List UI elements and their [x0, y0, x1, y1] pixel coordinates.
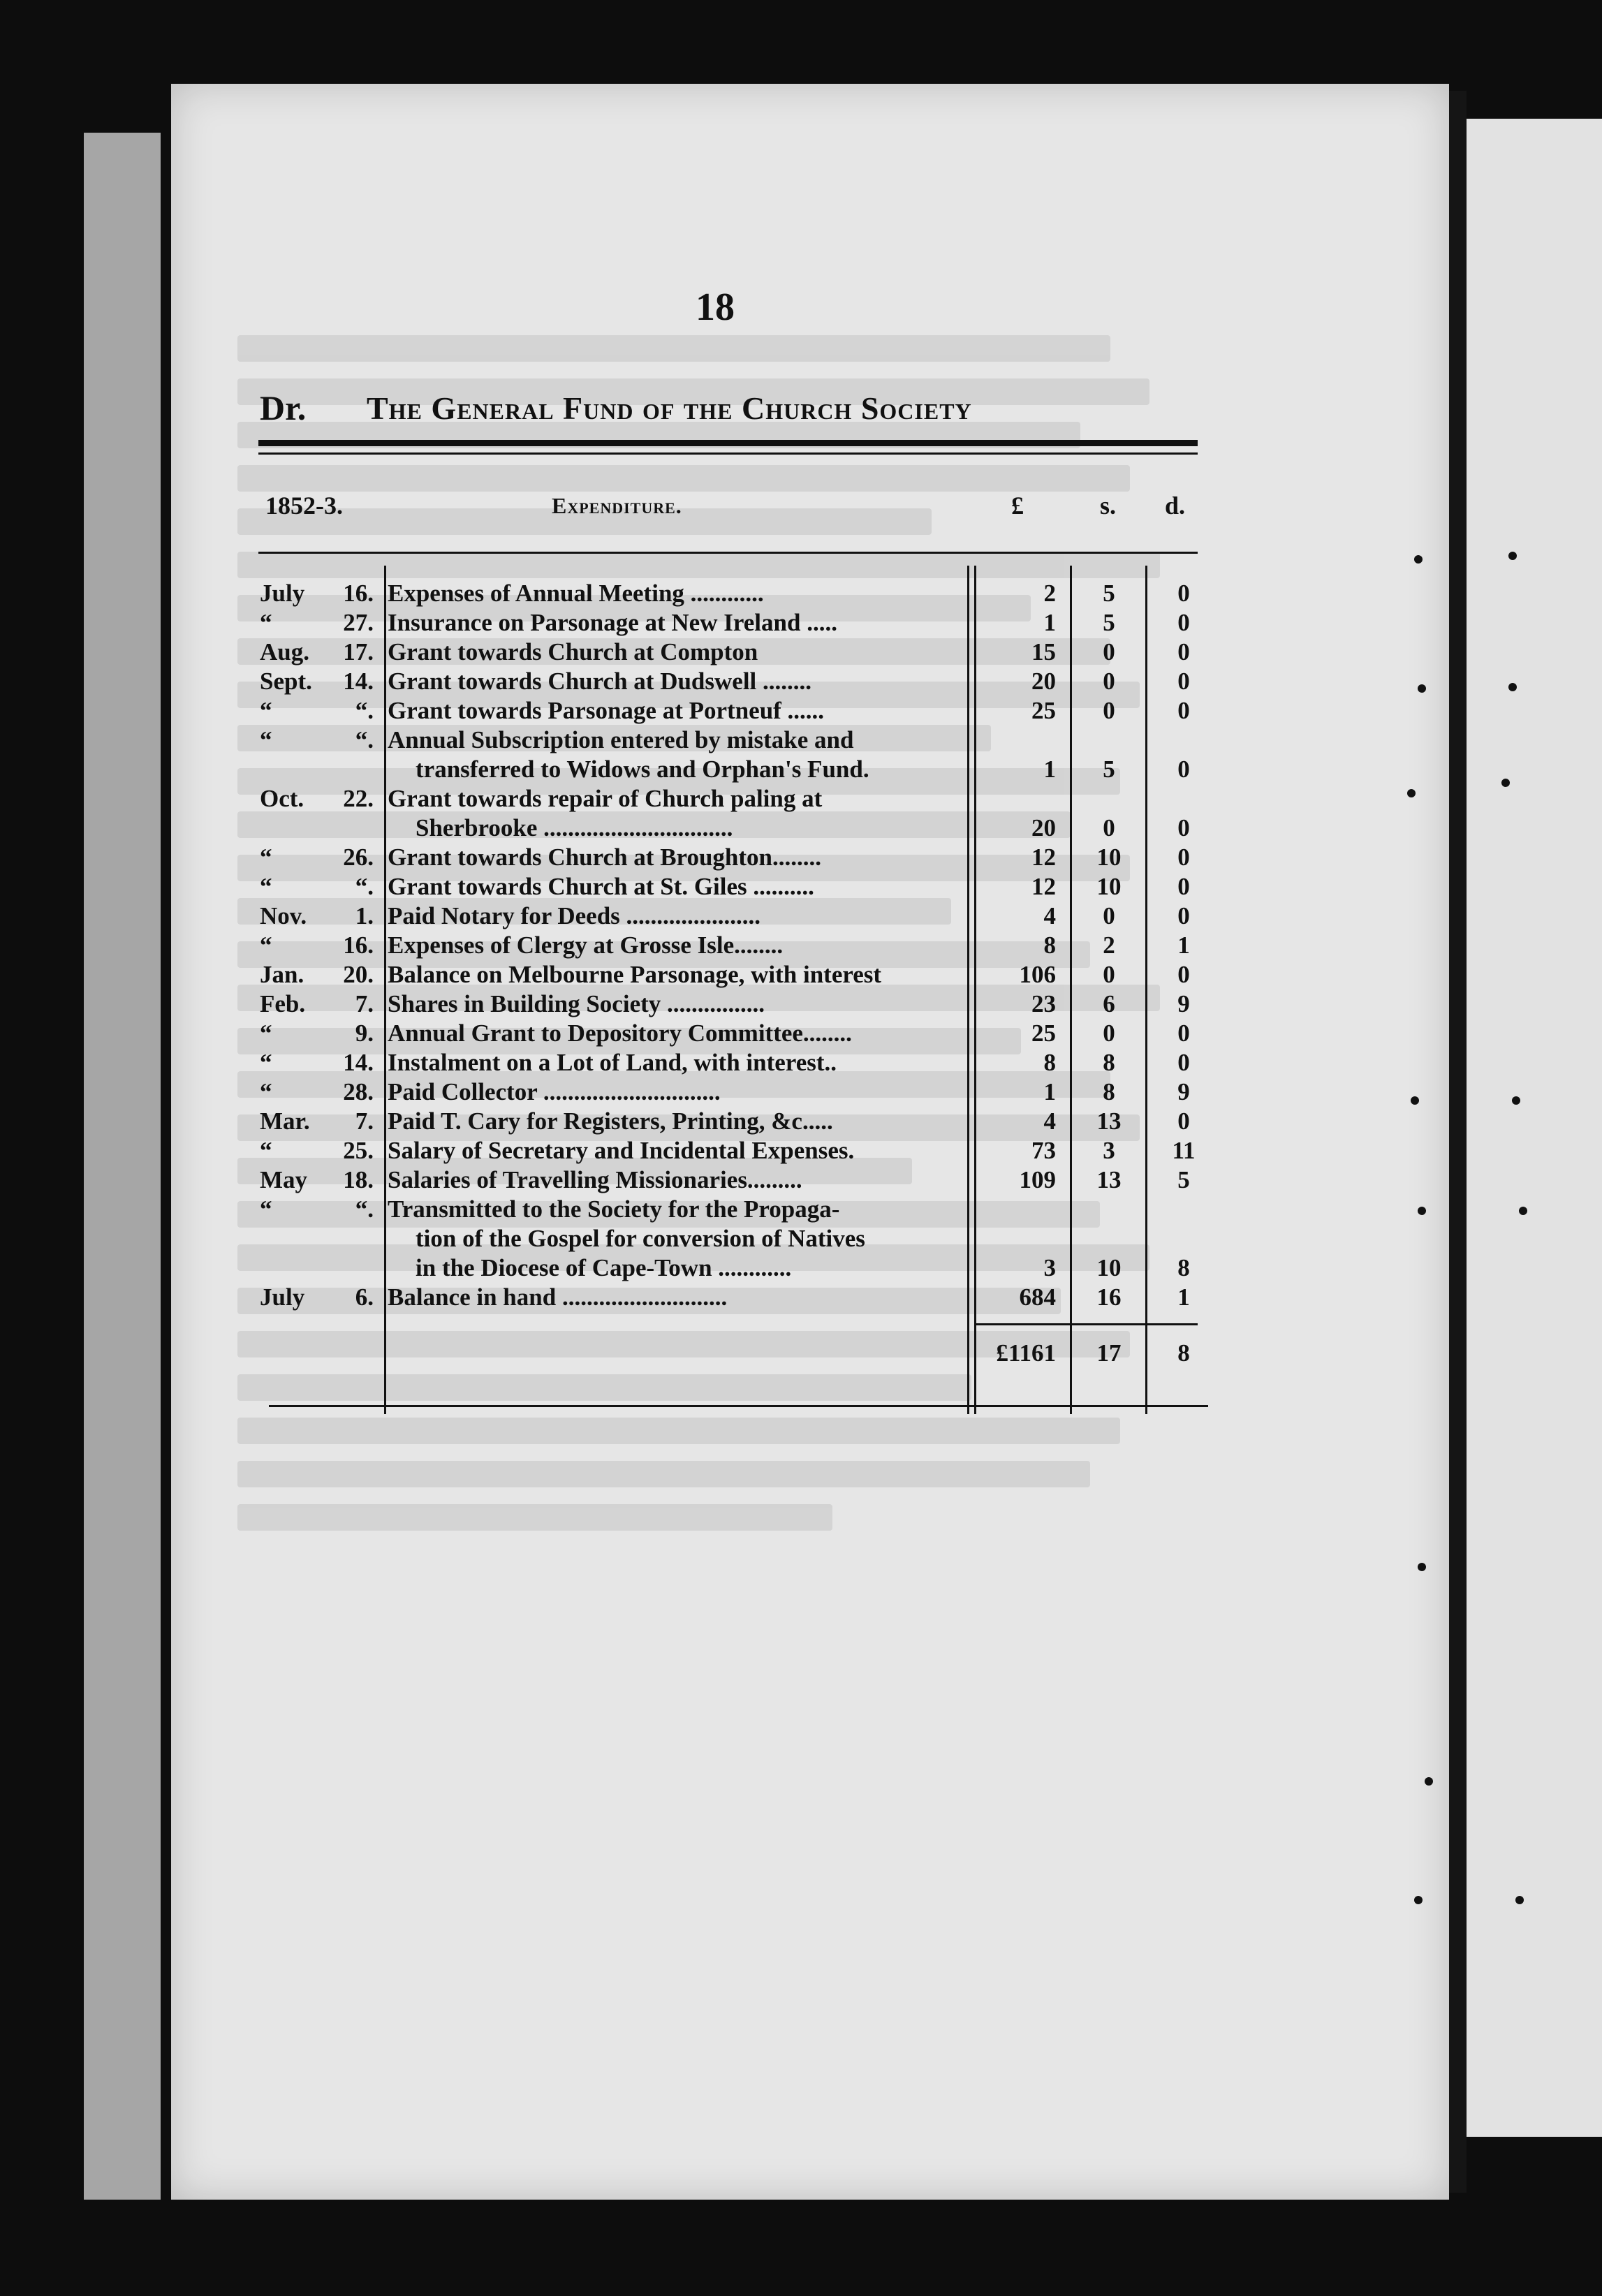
row-day: 7.: [355, 990, 374, 1017]
row-month: Oct.: [260, 785, 304, 812]
column-header-rule: [258, 552, 1198, 554]
header-rule: [258, 440, 1198, 446]
row-description: Paid T. Cary for Registers, Printing, &c.....: [388, 1107, 833, 1135]
row-description: Instalment on a Lot of Land, with interest..: [388, 1049, 837, 1076]
row-description: Balance on Melbourne Parsonage, with interest: [388, 961, 882, 988]
footer-rule: [269, 1405, 1208, 1407]
ink-speck: [1414, 555, 1423, 564]
row-day: 17.: [343, 638, 374, 665]
row-pounds: 1: [1043, 756, 1056, 783]
row-description: Grant towards Parsonage at Portneuf ......: [388, 697, 825, 724]
row-day: “.: [355, 697, 374, 724]
row-day: 25.: [343, 1137, 374, 1164]
row-month: “: [260, 1049, 272, 1076]
row-shillings: 10: [1096, 844, 1122, 871]
left-page-edge: [84, 133, 161, 2200]
column-divider: [974, 566, 976, 1414]
row-shillings: 0: [1103, 668, 1115, 695]
ink-speck: [1512, 1096, 1520, 1105]
ink-speck: [1425, 1777, 1433, 1786]
row-pounds: 20: [1031, 668, 1056, 695]
pounds-header: £: [1011, 492, 1024, 520]
column-divider: [384, 566, 386, 1414]
row-day: 9.: [355, 1020, 374, 1047]
row-day: 6.: [355, 1283, 374, 1311]
row-month: “: [260, 697, 272, 724]
row-month: Mar.: [260, 1107, 310, 1135]
row-description: in the Diocese of Cape-Town ............: [416, 1254, 792, 1281]
row-description: Sherbrooke ...............................: [416, 814, 733, 841]
row-description: Grant towards repair of Church paling at: [388, 785, 823, 812]
row-month: “: [260, 1020, 272, 1047]
row-description: Paid Collector .............................: [388, 1078, 721, 1105]
row-pounds: 8: [1043, 1049, 1056, 1076]
row-shillings: 2: [1103, 932, 1115, 959]
row-month: “: [260, 1078, 272, 1105]
row-description: Annual Subscription entered by mistake and: [388, 726, 854, 753]
row-month: “: [260, 844, 272, 871]
row-shillings: 13: [1096, 1107, 1122, 1135]
row-month: Sept.: [260, 668, 312, 695]
row-pence: 5: [1177, 1166, 1190, 1193]
row-month: July: [260, 1283, 305, 1311]
header-rule-thin: [258, 452, 1198, 455]
row-pounds: 2: [1043, 580, 1056, 607]
row-shillings: 5: [1103, 609, 1115, 636]
debit-label: Dr.: [260, 388, 307, 427]
ink-speck: [1418, 1563, 1426, 1571]
row-description: transferred to Widows and Orphan's Fund.: [416, 756, 869, 783]
row-description: Grant towards Church at St. Giles ..........: [388, 873, 814, 900]
row-pence: 0: [1177, 873, 1190, 900]
row-pounds: 3: [1043, 1254, 1056, 1281]
row-month: Jan.: [260, 961, 304, 988]
row-shillings: 13: [1096, 1166, 1122, 1193]
row-month: July: [260, 580, 305, 607]
row-month: “: [260, 726, 272, 753]
row-day: 26.: [343, 844, 374, 871]
row-description: Grant towards Church at Compton: [388, 638, 758, 665]
row-pence: 0: [1177, 1049, 1190, 1076]
row-pounds: 25: [1031, 697, 1056, 724]
page-title: The General Fund of the Church Society: [367, 390, 972, 426]
row-description: Grant towards Church at Dudswell ........: [388, 668, 812, 695]
ink-speck: [1508, 683, 1517, 691]
ink-speck: [1407, 789, 1416, 797]
row-description: tion of the Gospel for conversion of Natives: [416, 1225, 865, 1252]
row-pounds: 106: [1019, 961, 1056, 988]
pence-header: d.: [1165, 492, 1186, 520]
row-shillings: 0: [1103, 1020, 1115, 1047]
row-day: “.: [355, 726, 374, 753]
row-day: “.: [355, 873, 374, 900]
row-pounds: 684: [1019, 1283, 1056, 1311]
book-spine: [1449, 91, 1467, 2193]
row-pence: 0: [1177, 1020, 1190, 1047]
row-pence: 1: [1177, 932, 1190, 959]
row-pence: 0: [1177, 961, 1190, 988]
row-shillings: 0: [1103, 638, 1115, 665]
total-rule: [974, 1323, 1198, 1325]
row-pence: 0: [1177, 668, 1190, 695]
row-pence: 11: [1172, 1137, 1196, 1164]
row-pounds: 12: [1031, 844, 1056, 871]
row-month: “: [260, 932, 272, 959]
row-description: Insurance on Parsonage at New Ireland .....: [388, 609, 837, 636]
row-pence: 0: [1177, 756, 1190, 783]
row-day: 27.: [343, 609, 374, 636]
row-day: “.: [355, 1195, 374, 1223]
row-pence: 0: [1177, 580, 1190, 607]
row-shillings: 16: [1096, 1283, 1122, 1311]
row-day: 14.: [343, 1049, 374, 1076]
right-page-edge: [1467, 119, 1602, 2137]
row-pounds: 4: [1043, 1107, 1056, 1135]
row-pounds: 1: [1043, 1078, 1056, 1105]
row-day: 16.: [343, 932, 374, 959]
row-day: 1.: [355, 902, 374, 929]
row-month: “: [260, 1137, 272, 1164]
ink-speck: [1515, 1896, 1524, 1904]
row-shillings: 6: [1103, 990, 1115, 1017]
row-month: Feb.: [260, 990, 306, 1017]
row-pounds: 15: [1031, 638, 1056, 665]
row-day: 22.: [343, 785, 374, 812]
row-description: Grant towards Church at Broughton........: [388, 844, 821, 871]
row-month: May: [260, 1166, 308, 1193]
row-description: Balance in hand ...........................: [388, 1283, 728, 1311]
row-month: “: [260, 873, 272, 900]
row-pence: 0: [1177, 609, 1190, 636]
row-shillings: 0: [1103, 902, 1115, 929]
row-pounds: 20: [1031, 814, 1056, 841]
column-divider: [1070, 566, 1072, 1414]
year-header: 1852-3.: [265, 492, 343, 520]
total-pounds: £1161: [996, 1339, 1056, 1367]
row-day: 18.: [343, 1166, 374, 1193]
row-pounds: 109: [1019, 1166, 1056, 1193]
row-pounds: 73: [1031, 1137, 1056, 1164]
row-pounds: 8: [1043, 932, 1056, 959]
row-pounds: 12: [1031, 873, 1056, 900]
ink-speck: [1418, 684, 1426, 693]
row-shillings: 0: [1103, 961, 1115, 988]
row-pounds: 1: [1043, 609, 1056, 636]
row-pence: 8: [1177, 1254, 1190, 1281]
row-month: “: [260, 1195, 272, 1223]
ink-speck: [1519, 1207, 1527, 1215]
row-pence: 0: [1177, 844, 1190, 871]
ink-speck: [1414, 1896, 1423, 1904]
row-pence: 0: [1177, 814, 1190, 841]
row-pounds: 25: [1031, 1020, 1056, 1047]
row-day: 16.: [343, 580, 374, 607]
row-shillings: 8: [1103, 1049, 1115, 1076]
row-description: Expenses of Clergy at Grosse Isle........: [388, 932, 784, 959]
row-shillings: 10: [1096, 873, 1122, 900]
expenditure-header: Expenditure.: [552, 493, 682, 518]
row-month: Aug.: [260, 638, 309, 665]
row-pence: 0: [1177, 1107, 1190, 1135]
row-shillings: 3: [1103, 1137, 1115, 1164]
row-pence: 0: [1177, 902, 1190, 929]
row-pence: 0: [1177, 697, 1190, 724]
row-shillings: 0: [1103, 697, 1115, 724]
row-month: Nov.: [260, 902, 307, 929]
row-day: 7.: [355, 1107, 374, 1135]
column-divider: [967, 566, 969, 1414]
row-description: Shares in Building Society ................: [388, 990, 765, 1017]
row-day: 28.: [343, 1078, 374, 1105]
page-number: 18: [696, 286, 735, 329]
row-shillings: 10: [1096, 1254, 1122, 1281]
row-pence: 0: [1177, 638, 1190, 665]
row-day: 20.: [343, 961, 374, 988]
row-shillings: 5: [1103, 580, 1115, 607]
row-description: Expenses of Annual Meeting ............: [388, 580, 764, 607]
ink-speck: [1501, 779, 1510, 787]
total-shillings: 17: [1096, 1339, 1122, 1367]
total-pence: 8: [1177, 1339, 1190, 1367]
ink-speck: [1411, 1096, 1419, 1105]
row-description: Transmitted to the Society for the Propaga-: [388, 1195, 840, 1223]
ink-speck: [1508, 552, 1517, 560]
row-day: 14.: [343, 668, 374, 695]
ink-speck: [1418, 1207, 1426, 1215]
row-shillings: 8: [1103, 1078, 1115, 1105]
row-month: “: [260, 609, 272, 636]
row-description: Annual Grant to Depository Committee........: [388, 1020, 852, 1047]
row-description: Paid Notary for Deeds ......................: [388, 902, 761, 929]
row-description: Salaries of Travelling Missionaries.........: [388, 1166, 802, 1193]
row-shillings: 5: [1103, 756, 1115, 783]
row-pounds: 23: [1031, 990, 1056, 1017]
row-pence: 9: [1177, 990, 1190, 1017]
row-pence: 9: [1177, 1078, 1190, 1105]
row-shillings: 0: [1103, 814, 1115, 841]
row-description: Salary of Secretary and Incidental Expenses.: [388, 1137, 855, 1164]
shillings-header: s.: [1100, 492, 1117, 520]
row-pounds: 4: [1043, 902, 1056, 929]
row-pence: 1: [1177, 1283, 1190, 1311]
